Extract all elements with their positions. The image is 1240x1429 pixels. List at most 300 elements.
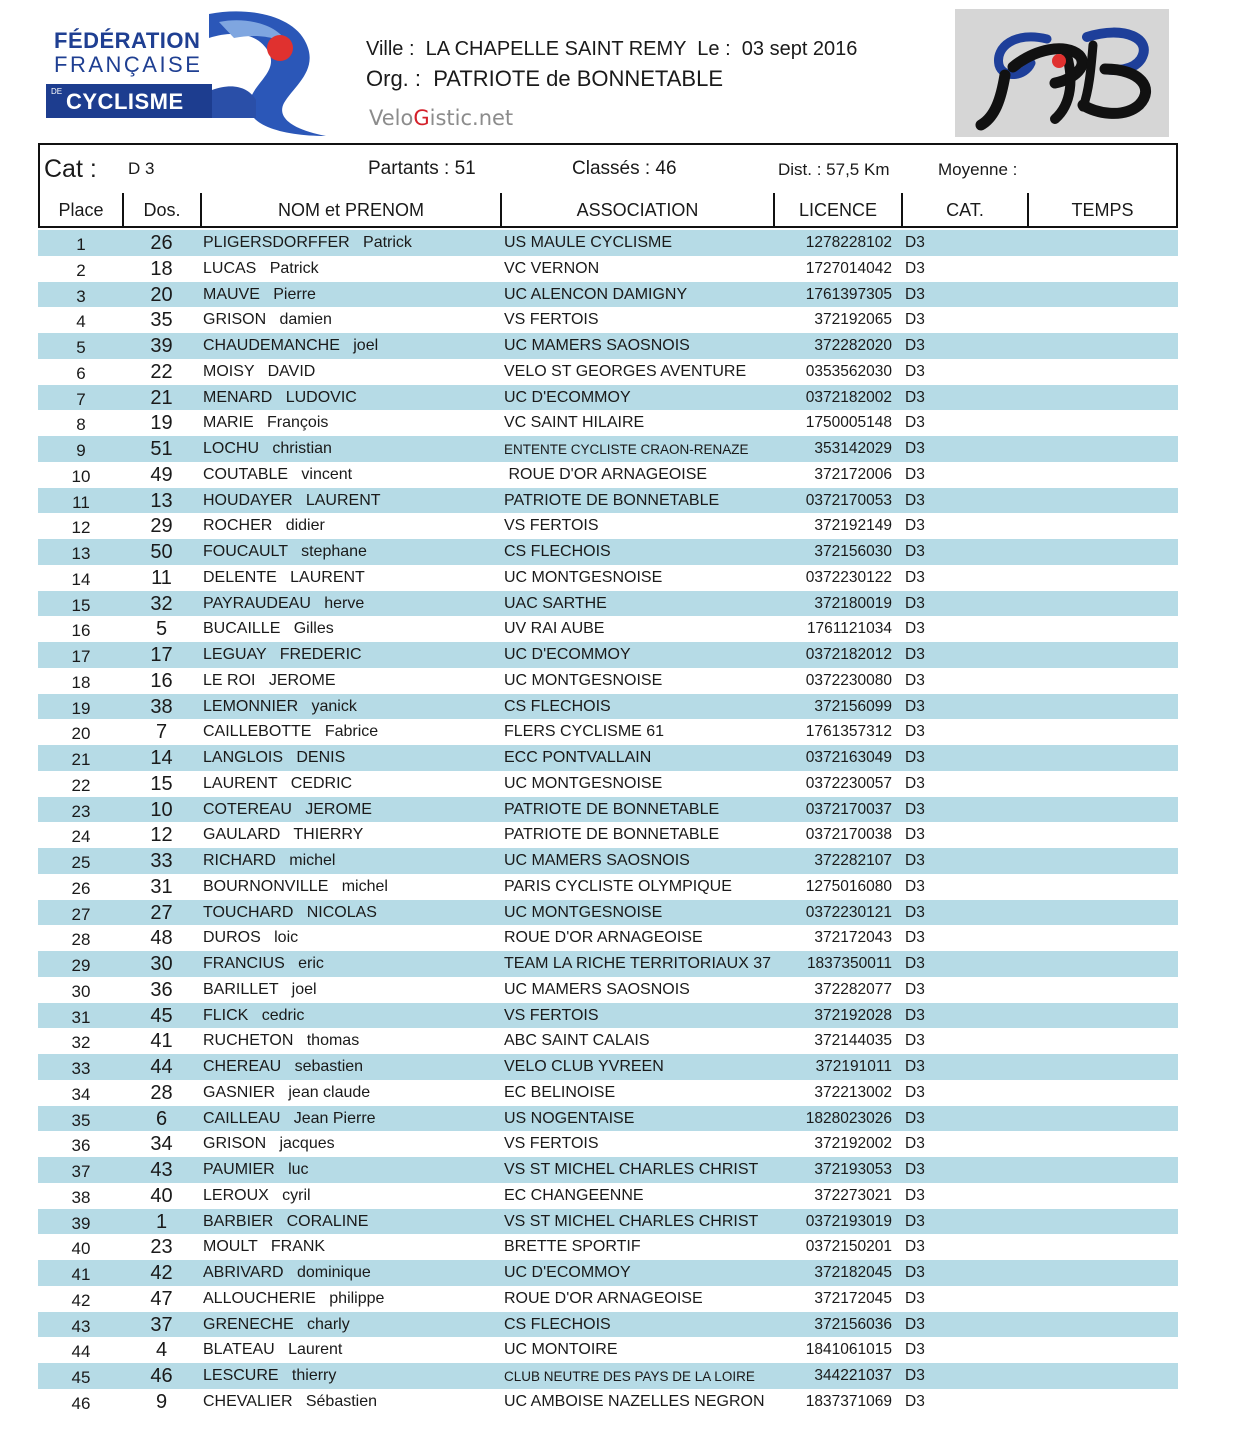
association-cell: PATRIOTE DE BONNETABLE [504,491,720,509]
table-row [38,1389,1178,1415]
place-cell: 46 [71,1393,91,1413]
nom: MOULT [203,1238,258,1256]
dos-cell: 34 [150,1133,173,1156]
licence-cell: 1750005148 [805,414,892,432]
association-cell: ROUE D'OR ARNAGEOISE [504,1289,703,1307]
place-cell: 27 [71,904,91,924]
nom: CAILLEAU [203,1109,281,1127]
association-cell: VS FERTOIS [504,1135,599,1153]
dos-cell: 32 [150,592,173,615]
nom: MENARD [203,388,273,406]
results-table-header [38,193,1178,228]
cat-cell: D3 [905,800,925,818]
licence-cell: 1841061015 [805,1341,892,1359]
licence-cell: 1761121034 [806,620,892,638]
cat-cell: D3 [905,1341,925,1359]
licence-cell: 372192002 [814,1135,892,1153]
ville-label: Ville : [366,38,415,60]
place-cell: 19 [71,698,91,718]
place-cell: 20 [71,724,91,744]
table-row [38,256,1178,282]
licence-cell: 0372170037 [805,800,892,818]
prenom: herve [324,594,365,612]
race-summary [38,143,1178,195]
club-logo-graphic [955,9,1169,137]
name-cell [203,668,335,693]
nom: LEROUX [203,1186,269,1204]
nom: GRISON [203,1135,267,1153]
name-cell [203,462,352,487]
prenom: Patrick [269,259,319,277]
association-cell: ECC PONTVALLAIN [504,749,652,766]
association-cell: UC MONTOIRE [504,1341,618,1359]
table-row [38,1183,1178,1209]
association-cell: ENTENTE CYCLISTE CRAON-RENAZE [504,442,749,457]
licence-cell: 372282077 [814,980,892,998]
cat-cell: D3 [905,1264,925,1281]
prenom: LUDOVIC [285,388,357,406]
place-cell: 34 [71,1084,91,1104]
table-row [38,797,1178,823]
place-cell: 12 [71,518,91,538]
table-row [38,1363,1178,1389]
cat-cell: D3 [905,1238,925,1256]
table-row [38,1209,1178,1235]
name-cell [203,771,352,796]
licence-cell: 1761357312 [805,723,892,741]
name-cell [203,230,412,255]
licence-cell: 0372193019 [805,1212,892,1230]
association-cell: US MAULE CYCLISME [504,234,673,251]
place-cell: 32 [71,1033,91,1053]
name-cell [203,591,364,616]
prenom: philippe [329,1289,385,1307]
association-cell: VS FERTOIS [504,1006,599,1024]
prenom: didier [285,517,325,535]
nom: BLATEAU [203,1341,275,1359]
ffc-logo-prefix: DE [51,87,63,96]
nom: RUCHETON [203,1032,294,1050]
association-cell: VC VERNON [504,259,600,277]
table-row [38,694,1178,720]
licence-cell: 372156099 [814,697,892,715]
association-cell: UC MONTGESNOISE [504,568,663,586]
name-cell [203,539,367,564]
cat-cell: D3 [905,877,925,895]
prenom: christian [272,440,332,457]
cat-cell: D3 [905,955,925,972]
table-row [38,668,1178,694]
cat-cell: D3 [905,1289,925,1307]
name-cell [203,1286,384,1311]
table-row [38,488,1178,514]
event-organizer [366,66,723,92]
name-cell [203,1363,336,1388]
cat-cell: D3 [905,234,925,251]
association-cell: VELO CLUB YVREEN [504,1058,664,1075]
nom: ALLOUCHERIE [203,1289,316,1307]
association-cell: VS FERTOIS [504,517,599,535]
name-cell [203,1054,363,1079]
name-cell [203,1234,325,1259]
dos-cell: 36 [150,978,173,1001]
ffc-logo-line2: FRANÇAISE [54,52,203,77]
prenom: Pierre [273,285,316,303]
table-row [38,745,1178,771]
table-row [38,874,1178,900]
prenom: CEDRIC [290,774,353,792]
licence-cell: 372182045 [814,1264,892,1281]
place-cell: 39 [71,1213,91,1233]
table-row [38,822,1178,848]
licence-cell: 372172043 [814,929,892,947]
cat-cell: D3 [905,774,925,792]
prenom: CORALINE [286,1212,369,1230]
table-row [38,951,1178,977]
place-cell: 41 [71,1265,91,1284]
association-cell: US NOGENTAISE [504,1109,635,1127]
association-cell: ABC SAINT CALAIS [504,1032,650,1050]
place-cell: 14 [71,569,91,589]
prenom: damien [279,311,332,329]
prenom: Jean Pierre [293,1109,376,1127]
cat-cell: D3 [905,749,925,766]
licence-cell: 372193053 [814,1161,892,1178]
nom: CAILLEBOTTE [203,723,312,741]
table-row [38,719,1178,745]
place-cell: 29 [71,956,91,975]
dos-cell: 39 [150,335,173,357]
cat-cell: D3 [905,646,925,663]
nom: ABRIVARD [203,1264,284,1281]
place-cell: 2 [76,260,86,280]
place-cell: 15 [71,595,91,615]
cat-cell: D3 [905,259,925,277]
dos-cell: 29 [150,515,173,538]
licence-cell: 1828023026 [805,1109,892,1127]
association-cell: CS FLECHOIS [504,697,611,715]
licence-cell: 372213002 [814,1083,892,1101]
name-cell [203,1389,377,1414]
association-cell: VS ST MICHEL CHARLES CHRIST [504,1161,759,1178]
name-cell [203,694,357,719]
licence-cell: 0353562030 [805,362,892,380]
licence-cell: 372282020 [814,337,892,354]
dos-cell: 45 [150,1004,173,1027]
licence-cell: 0372163049 [805,749,892,766]
prenom: THIERRY [293,826,364,844]
nom: LEGUAY [203,646,267,663]
partants-count: Partants : 51 [368,158,476,179]
name-cell [203,307,332,332]
name-cell [203,282,316,307]
cat-cell: D3 [905,362,925,380]
date-label: Le : [697,38,731,60]
licence-cell: 372273021 [814,1186,892,1204]
table-row [38,359,1178,385]
table-row [38,591,1178,617]
association-cell: BRETTE SPORTIF [504,1238,641,1256]
association-cell: ROUE D'OR ARNAGEOISE [504,929,703,947]
nom: DUROS [203,929,261,947]
dos-cell: 4 [155,1339,168,1362]
cat-cell: D3 [905,1109,925,1127]
col-header-cat: CAT. [901,193,1029,228]
name-cell [203,410,328,435]
place-cell: 24 [71,827,91,847]
dos-cell: 22 [150,360,173,383]
name-cell [203,822,363,847]
table-row [38,436,1178,462]
table-row [38,307,1178,333]
licence-cell: 0372170053 [805,491,892,509]
table-row [38,977,1178,1003]
dos-cell: 13 [150,489,173,512]
table-row [38,1157,1178,1183]
col-header-temps: TEMPS [1027,193,1178,228]
prenom: JEROME [305,800,372,818]
table-row [38,230,1178,256]
club-logo [955,9,1169,137]
licence-cell: 0372170038 [805,826,892,844]
cat-cell: D3 [905,929,925,947]
dos-cell: 17 [150,644,173,666]
association-cell: UC MAMERS SAOSNOIS [504,980,690,998]
results-table-body [38,230,1178,1415]
place-cell: 18 [71,672,91,692]
prenom: JEROME [268,671,336,689]
place-cell: 7 [76,389,86,409]
dos-cell: 38 [150,695,173,718]
association-cell: VS FERTOIS [504,311,599,329]
table-row [38,1054,1178,1080]
name-cell [203,1106,376,1131]
velogistic-brand [369,106,513,130]
distance: Dist. : 57,5 Km [778,160,890,179]
association-cell: UC D'ECOMMOY [504,388,631,406]
licence-cell: 372192149 [814,517,892,535]
place-cell: 17 [71,647,91,666]
dos-cell: 50 [150,541,173,563]
nom: LOCHU [203,440,260,457]
nom: LAURENT [203,774,278,792]
dos-cell: 14 [150,747,173,769]
place-cell: 43 [71,1316,91,1336]
dos-cell: 46 [150,1365,173,1387]
prenom: DENIS [296,749,346,766]
licence-cell: 372191011 [815,1058,892,1075]
licence-cell: 1761397305 [805,285,892,303]
cat-cell: D3 [905,388,925,406]
nom: GAULARD [203,826,281,844]
dos-cell: 7 [155,721,168,744]
table-row [38,513,1178,539]
event-location-date [366,38,857,61]
dos-cell: 27 [150,901,173,924]
place-cell: 40 [71,1239,91,1259]
nom: LESCURE [203,1367,279,1384]
table-row [38,1260,1178,1286]
name-cell [203,745,345,770]
prenom: FREDERIC [279,646,362,663]
name-cell [203,1312,350,1337]
table-row [38,925,1178,951]
cat-label: Cat : [44,155,97,183]
dos-cell: 31 [150,875,173,898]
table-row [38,1312,1178,1338]
nom: GRISON [203,311,267,329]
prenom: joel [291,980,317,998]
association-cell: EC CHANGEENNE [504,1186,644,1204]
col-header-nom: NOM et PRENOM [200,193,502,228]
cat-cell: D3 [905,491,925,509]
nom: COTEREAU [203,800,292,818]
cat-cell: D3 [905,620,925,638]
cat-cell: D3 [905,671,925,689]
nom: MAUVE [203,285,260,303]
place-cell: 9 [76,441,86,460]
name-cell [203,1337,342,1362]
prenom: FRANK [270,1238,326,1256]
table-row [38,1080,1178,1106]
table-row [38,462,1178,488]
prenom: sebastien [294,1058,364,1075]
cat-cell: D3 [905,1392,925,1410]
name-cell [203,513,325,538]
licence-cell: 372192065 [814,311,892,329]
table-row [38,900,1178,926]
place-cell: 30 [71,981,91,1001]
nom: ROCHER [203,517,273,535]
name-cell [203,1157,309,1182]
name-cell [203,565,365,590]
prenom: thierry [291,1367,337,1384]
nom: HOUDAYER [203,491,293,509]
dos-cell: 30 [150,953,173,975]
prenom: stephane [301,543,367,560]
cat-cell: D3 [905,594,925,612]
cat-value: D 3 [128,159,155,178]
nom: MOISY [203,362,255,380]
table-row [38,848,1178,874]
place-cell: 42 [71,1290,91,1310]
prenom: jean claude [288,1083,371,1101]
nom: TOUCHARD [203,903,294,921]
name-cell [203,797,372,822]
nom: PAYRAUDEAU [203,594,311,612]
licence-cell: 372180019 [814,594,892,612]
table-row [38,1106,1178,1132]
association-cell: UC AMBOISE NAZELLES NEGRON [504,1392,765,1410]
place-cell: 21 [71,750,91,769]
place-cell: 26 [71,878,91,898]
table-row [38,1003,1178,1029]
association-cell: CLUB NEUTRE DES PAYS DE LA LOIRE [504,1369,755,1384]
licence-cell: 0372182012 [805,646,892,663]
cat-cell: D3 [905,311,925,329]
dos-cell: 42 [150,1262,173,1284]
nom: FOUCAULT [203,543,288,560]
place-cell: 23 [71,801,91,821]
dos-cell: 21 [150,386,173,409]
table-row [38,410,1178,436]
nom: CHEREAU [203,1058,282,1075]
prenom: thomas [306,1032,360,1050]
place-cell: 37 [71,1162,91,1181]
place-cell: 38 [71,1187,91,1207]
association-cell: VELO ST GEORGES AVENTURE [504,362,747,380]
association-cell: TEAM LA RICHE TERRITORIAUX 37 [504,955,772,972]
dos-cell: 10 [150,798,173,821]
dos-cell: 40 [150,1184,173,1207]
dos-cell: 44 [150,1056,173,1078]
dos-cell: 19 [150,412,173,435]
dos-cell: 35 [150,309,173,332]
velogistic-part1: Velo [369,106,414,130]
name-cell [203,333,378,358]
place-cell: 6 [76,363,86,383]
association-cell: PARIS CYCLISTE OLYMPIQUE [504,877,732,895]
cat-cell: D3 [905,337,925,354]
table-row [38,616,1178,642]
name-cell [203,642,362,667]
nom: BARBIER [203,1212,274,1230]
dos-cell: 6 [155,1107,168,1130]
dos-cell: 47 [150,1287,173,1310]
prenom: eric [298,955,324,972]
name-cell [203,1003,304,1028]
table-row [38,333,1178,359]
cat-cell: D3 [905,1161,925,1178]
name-cell [203,1209,368,1234]
nom: GASNIER [203,1083,276,1101]
association-cell: FLERS CYCLISME 61 [504,723,665,741]
cat-cell: D3 [905,903,925,921]
name-cell [203,1183,311,1208]
name-cell [203,900,377,925]
dos-cell: 9 [155,1390,168,1413]
dos-cell: 11 [151,566,172,589]
place-cell: 22 [71,775,91,795]
table-row [38,282,1178,308]
licence-cell: 0372230057 [805,774,892,792]
place-cell: 3 [76,286,86,306]
licence-cell: 0372150201 [805,1238,892,1256]
licence-cell: 1837350011 [806,955,892,972]
table-row [38,1131,1178,1157]
date-value: 03 sept 2016 [741,38,858,60]
prenom: vincent [301,465,353,483]
nom: COUTABLE [203,465,289,483]
cat-cell: D3 [905,1367,925,1384]
association-cell: UC D'ECOMMOY [504,1264,631,1281]
place-cell: 10 [71,466,91,486]
prenom: joel [353,337,379,354]
association-cell: PATRIOTE DE BONNETABLE [504,800,720,818]
col-header-place: Place [38,193,124,228]
nom: PLIGERSDORFFER [203,234,350,251]
prenom: DAVID [267,362,316,380]
dos-cell: 41 [150,1030,173,1053]
cat-cell: D3 [905,465,925,483]
table-row [38,1337,1178,1363]
dos-cell: 48 [150,927,173,950]
dos-cell: 23 [150,1236,173,1259]
col-header-licence: LICENCE [773,193,903,228]
licence-cell: 344221037 [814,1367,892,1384]
nom: DELENTE [203,568,277,586]
association-cell: PATRIOTE DE BONNETABLE [504,826,720,844]
